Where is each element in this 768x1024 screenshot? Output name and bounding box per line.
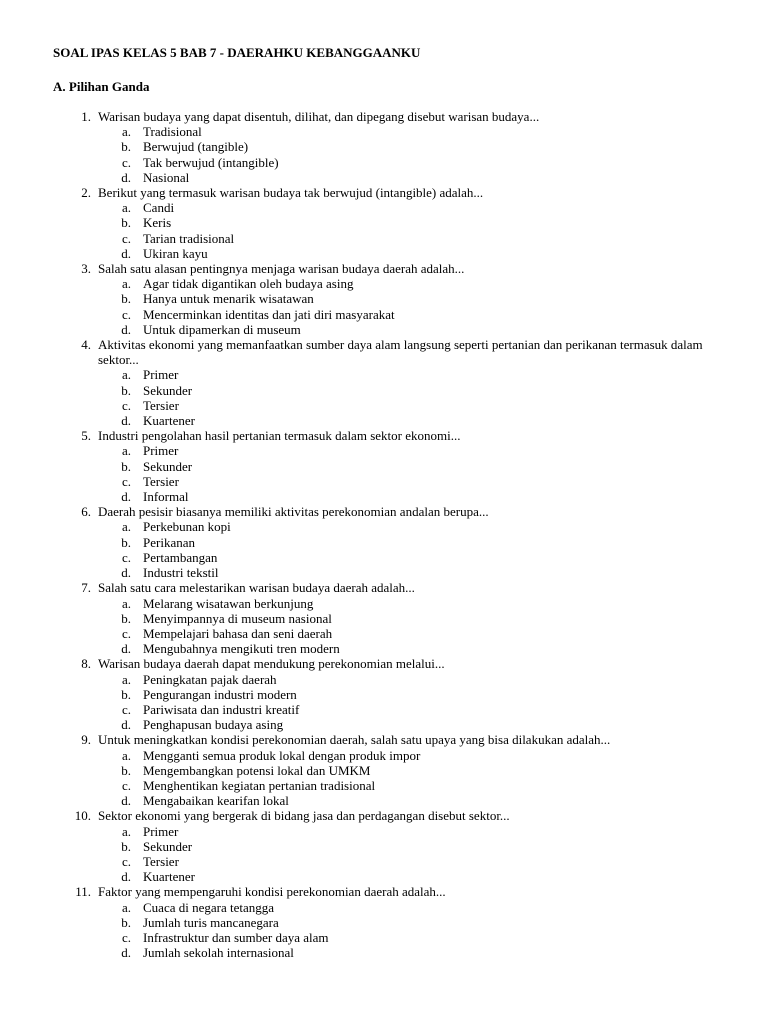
answer-option — [98, 322, 728, 337]
option-letter: b. — [121, 215, 131, 231]
option-letter: c. — [121, 549, 131, 565]
option-letter: c. — [121, 625, 131, 641]
option-letter: c. — [121, 154, 131, 170]
answer-option — [98, 687, 728, 702]
question-text: Warisan budaya daerah dapat mendukung perekonomian melalui... — [98, 656, 445, 672]
option-text: Jumlah turis mancanegara — [143, 914, 279, 930]
answer-option — [98, 611, 728, 626]
answer-option — [98, 459, 728, 474]
option-text: Cuaca di negara tetangga — [143, 899, 275, 915]
question-text: Berikut yang termasuk warisan budaya tak berwujud (intangible) adalah... — [98, 185, 484, 201]
answer-option — [98, 139, 728, 154]
option-text: Perikanan — [143, 534, 195, 550]
option-letter: a. — [121, 899, 131, 915]
answer-option — [98, 824, 728, 839]
option-letter: b. — [121, 458, 131, 474]
option-text: Melarang wisatawan berkunjung — [143, 595, 314, 611]
question-item — [53, 580, 728, 656]
question-number: 4. — [81, 337, 91, 353]
option-letter: a. — [121, 276, 131, 292]
option-text: Primer — [143, 443, 179, 459]
question-number: 8. — [81, 656, 91, 672]
document-title: SOAL IPAS KELAS 5 BAB 7 - DAERAHKU KEBANGGAANKU — [53, 45, 421, 60]
option-text: Nasional — [143, 169, 190, 185]
option-text: Kuartener — [143, 413, 195, 429]
option-list — [98, 276, 728, 337]
answer-option — [98, 291, 728, 306]
option-text: Pariwisata dan industri kreatif — [143, 701, 300, 717]
answer-option — [98, 869, 728, 884]
option-text: Menghentikan kegiatan pertanian tradisional — [143, 777, 376, 793]
option-text: Tak berwujud (intangible) — [143, 154, 279, 170]
option-list — [98, 900, 728, 961]
option-letter: b. — [121, 382, 131, 398]
option-text: Primer — [143, 367, 179, 383]
option-letter: b. — [121, 291, 131, 307]
option-text: Mempelajari bahasa dan seni daerah — [143, 625, 333, 641]
section-title: A. Pilihan Ganda — [53, 79, 150, 94]
answer-option — [98, 124, 728, 139]
question-text: Aktivitas ekonomi yang memanfaatkan sumber daya alam langsung seperti pertanian dan perikanan termasuk dalam sektor... — [98, 337, 703, 368]
option-letter: b. — [121, 139, 131, 155]
option-letter: a. — [121, 747, 131, 763]
option-letter: b. — [121, 610, 131, 626]
answer-option — [98, 246, 728, 261]
option-text: Berwujud (tangible) — [143, 139, 249, 155]
option-letter: c. — [121, 473, 131, 489]
question-number: 1. — [81, 109, 91, 124]
answer-option — [98, 155, 728, 170]
question-text: Untuk meningkatkan kondisi perekonomian daerah, salah satu upaya yang bisa dilakukan adalah... — [98, 732, 611, 748]
question-item — [53, 261, 728, 337]
answer-option — [98, 641, 728, 656]
option-list — [98, 124, 728, 185]
option-text: Tersier — [143, 473, 179, 489]
question-number: 9. — [81, 732, 91, 748]
question-item — [53, 808, 728, 884]
option-letter: b. — [121, 534, 131, 550]
option-letter: c. — [121, 230, 131, 246]
answer-option — [98, 930, 728, 945]
answer-option — [98, 231, 728, 246]
option-list — [98, 519, 728, 580]
option-letter: a. — [121, 671, 131, 687]
option-text: Industri tekstil — [143, 565, 219, 581]
answer-option — [98, 748, 728, 763]
question-text: Faktor yang mempengaruhi kondisi perekonomian daerah adalah... — [98, 884, 446, 900]
option-letter: c. — [121, 306, 131, 322]
option-text: Candi — [143, 200, 175, 216]
question-number: 7. — [81, 580, 91, 596]
option-letter: a. — [121, 519, 131, 535]
option-letter: d. — [121, 321, 131, 337]
answer-option — [98, 702, 728, 717]
option-text: Penghapusan budaya asing — [143, 717, 284, 733]
question-item — [53, 337, 728, 428]
question-item — [53, 185, 728, 261]
question-item — [53, 504, 728, 580]
option-text: Pertambangan — [143, 549, 218, 565]
option-letter: a. — [121, 200, 131, 216]
option-text: Infrastruktur dan sumber daya alam — [143, 929, 329, 945]
question-item — [53, 656, 728, 732]
option-letter: c. — [121, 853, 131, 869]
option-text: Jumlah sekolah internasional — [143, 945, 294, 961]
question-item — [53, 428, 728, 504]
option-text: Kuartener — [143, 869, 195, 885]
answer-option — [98, 839, 728, 854]
option-list — [98, 748, 728, 809]
option-text: Ukiran kayu — [143, 245, 208, 261]
answer-option — [98, 550, 728, 565]
answer-option — [98, 215, 728, 230]
option-text: Mengembangkan potensi lokal dan UMKM — [143, 762, 371, 778]
question-list — [53, 109, 728, 960]
answer-option — [98, 793, 728, 808]
option-letter: d. — [121, 869, 131, 885]
answer-option — [98, 200, 728, 215]
question-text: Salah satu cara melestarikan warisan budaya daerah adalah... — [98, 580, 415, 596]
option-letter: d. — [121, 245, 131, 261]
answer-option — [98, 367, 728, 382]
option-letter: d. — [121, 489, 131, 505]
answer-option — [98, 474, 728, 489]
option-letter: d. — [121, 565, 131, 581]
option-letter: d. — [121, 413, 131, 429]
option-text: Keris — [143, 215, 172, 231]
answer-option — [98, 398, 728, 413]
question-item — [53, 884, 728, 960]
option-list — [98, 367, 728, 428]
option-letter: d. — [121, 641, 131, 657]
option-letter: b. — [121, 914, 131, 930]
option-letter: d. — [121, 945, 131, 961]
option-list — [98, 672, 728, 733]
answer-option — [98, 489, 728, 504]
option-list — [98, 200, 728, 261]
option-text: Primer — [143, 823, 179, 839]
option-text: Tradisional — [143, 124, 202, 140]
answer-option — [98, 854, 728, 869]
option-letter: d. — [121, 169, 131, 185]
question-text: Industri pengolahan hasil pertanian termasuk dalam sektor ekonomi... — [98, 428, 461, 444]
answer-option — [98, 900, 728, 915]
option-text: Mengabaikan kearifan lokal — [143, 793, 289, 809]
question-number: 5. — [81, 428, 91, 444]
option-text: Tersier — [143, 853, 179, 869]
option-text: Pengurangan industri modern — [143, 686, 297, 702]
answer-option — [98, 626, 728, 641]
question-item — [53, 109, 728, 185]
option-letter: c. — [121, 777, 131, 793]
option-letter: a. — [121, 823, 131, 839]
answer-option — [98, 535, 728, 550]
question-number: 6. — [81, 504, 91, 520]
option-text: Mengubahnya mengikuti tren modern — [143, 641, 340, 657]
option-list — [98, 596, 728, 657]
question-number: 2. — [81, 185, 91, 201]
option-text: Informal — [143, 489, 189, 505]
option-text: Mengganti semua produk lokal dengan produk impor — [143, 747, 421, 763]
option-letter: a. — [121, 124, 131, 140]
option-text: Peningkatan pajak daerah — [143, 671, 277, 687]
option-text: Agar tidak digantikan oleh budaya asing — [143, 276, 354, 292]
question-number: 10. — [74, 808, 91, 824]
answer-option — [98, 565, 728, 580]
answer-option — [98, 307, 728, 322]
answer-option — [98, 596, 728, 611]
option-letter: c. — [121, 701, 131, 717]
option-text: Untuk dipamerkan di museum — [143, 321, 301, 337]
option-text: Menyimpannya di museum nasional — [143, 610, 332, 626]
answer-option — [98, 383, 728, 398]
answer-option — [98, 672, 728, 687]
answer-option — [98, 945, 728, 960]
answer-option — [98, 413, 728, 428]
answer-option — [98, 443, 728, 458]
option-text: Mencerminkan identitas dan jati diri masyarakat — [143, 306, 395, 322]
option-text: Perkebunan kopi — [143, 519, 231, 535]
option-letter: a. — [121, 367, 131, 383]
option-letter: a. — [121, 595, 131, 611]
option-text: Tarian tradisional — [143, 230, 235, 246]
option-text: Hanya untuk menarik wisatawan — [143, 291, 314, 307]
answer-option — [98, 763, 728, 778]
question-item — [53, 732, 728, 808]
answer-option — [98, 276, 728, 291]
option-text: Sekunder — [143, 838, 193, 854]
option-text: Tersier — [143, 397, 179, 413]
answer-option — [98, 717, 728, 732]
question-text: Salah satu alasan pentingnya menjaga warisan budaya daerah adalah... — [98, 261, 465, 277]
option-letter: d. — [121, 717, 131, 733]
answer-option — [98, 778, 728, 793]
option-letter: d. — [121, 793, 131, 809]
option-letter: c. — [121, 929, 131, 945]
option-letter: a. — [121, 443, 131, 459]
answer-option — [98, 170, 728, 185]
option-letter: b. — [121, 686, 131, 702]
option-letter: c. — [121, 397, 131, 413]
question-number: 3. — [81, 261, 91, 277]
option-letter: b. — [121, 838, 131, 854]
option-text: Sekunder — [143, 458, 193, 474]
option-list — [98, 824, 728, 885]
answer-option — [98, 519, 728, 534]
answer-option — [98, 915, 728, 930]
question-text: Sektor ekonomi yang bergerak di bidang jasa dan perdagangan disebut sektor... — [98, 808, 510, 824]
question-text: Warisan budaya yang dapat disentuh, dilihat, dan dipegang disebut warisan budaya... — [98, 109, 540, 124]
question-text: Daerah pesisir biasanya memiliki aktivitas perekonomian andalan berupa... — [98, 504, 489, 520]
option-text: Sekunder — [143, 382, 193, 398]
question-number: 11. — [75, 884, 91, 900]
option-list — [98, 443, 728, 504]
option-letter: b. — [121, 762, 131, 778]
